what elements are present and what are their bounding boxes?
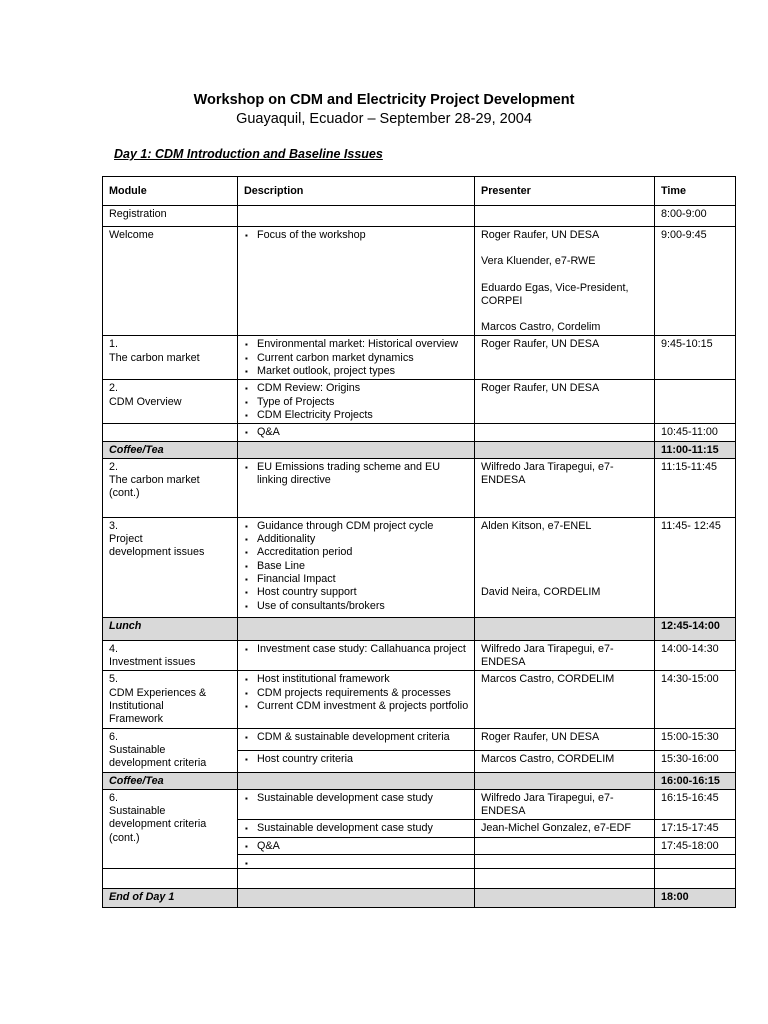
bullet-item: ▪ Use of consultants/brokers (244, 600, 469, 613)
module-cell (103, 336, 238, 380)
presenter-cell: Wilfredo Jara Tirapegui, e7-ENDESA (475, 458, 655, 517)
empty-cell (475, 617, 655, 640)
table-row (103, 671, 736, 728)
module-cell (103, 728, 238, 772)
bullet-item: ▪ Guidance through CDM project cycle (244, 520, 469, 533)
day-heading: Day 1: CDM Introduction and Baseline Issues (114, 147, 383, 161)
module-number: 1. (109, 338, 119, 351)
presenter-cell: Marcos Castro, CORDELIM (475, 751, 655, 772)
bullet-list (244, 792, 469, 805)
bullet-item: ▪ Host institutional framework (244, 673, 469, 686)
bullet-item: ▪ Focus of the workshop (244, 229, 469, 242)
description-cell (238, 206, 475, 227)
time-cell: 11:15-11:45 (655, 458, 736, 517)
break-row (103, 889, 736, 908)
table-row (103, 336, 736, 380)
bullet-list (244, 673, 469, 713)
description-cell (238, 458, 475, 517)
end-label: End of Day 1 (103, 889, 238, 908)
bullet-item: ▪ Host country support (244, 586, 469, 599)
time-cell: 10:45-11:00 (655, 424, 736, 441)
time-cell: 11:00-11:15 (655, 441, 736, 458)
bullet-item: ▪ CDM Review: Origins (244, 382, 469, 395)
time-cell: 15:30-16:00 (655, 751, 736, 772)
empty-cell (238, 441, 475, 458)
bullet-item: ▪ Q&A (244, 426, 469, 439)
time-cell: 17:15-17:45 (655, 820, 736, 837)
empty-cell (238, 617, 475, 640)
description-cell (238, 837, 475, 854)
col-header-presenter: Presenter (475, 177, 655, 206)
break-row (103, 441, 736, 458)
presenter-name: Vera Kluender, e7-RWE (481, 255, 596, 268)
module-name: The carbon market (cont.) (109, 474, 200, 500)
table-row (103, 458, 736, 517)
presenter-cell: Roger Raufer, UN DESA (475, 728, 655, 750)
module-cell (103, 517, 238, 617)
description-cell (238, 869, 475, 889)
bullet-item: ▪ CDM & sustainable development criteria (244, 731, 469, 744)
module-name: Sustainable development criteria (109, 743, 207, 770)
presenter-cell: Marcos Castro, CORDELIM (475, 671, 655, 728)
bullet-list (244, 840, 469, 853)
presenter-name: Roger Raufer, UN DESA (481, 229, 600, 241)
time-cell: 8:00-9:00 (655, 206, 736, 227)
agenda-table (102, 176, 736, 908)
time-cell: 12:45-14:00 (655, 617, 736, 640)
bullet-item: ▪ Accreditation period (244, 546, 469, 559)
presenter-cell: Roger Raufer, UN DESA (475, 336, 655, 380)
bullet-item: ▪ Base Line (244, 560, 469, 573)
bullet-item: ▪ Sustainable development case study (244, 822, 469, 835)
col-header-description: Description (238, 177, 475, 206)
module-number: 6. (109, 730, 119, 743)
bullet-item: ▪ EU Emissions trading scheme and EU linking directive (244, 461, 469, 488)
module-number: 2. (109, 460, 119, 473)
document-subtitle: Guayaquil, Ecuador – September 28-29, 2004 (236, 111, 532, 127)
description-cell (238, 820, 475, 837)
time-cell: 16:15-16:45 (655, 789, 736, 820)
bullet-item: ▪ CDM Electricity Projects (244, 409, 469, 422)
table-row (103, 227, 736, 336)
bullet-list (244, 520, 469, 613)
presenter-cell (475, 227, 655, 336)
bullet-item: ▪ Environmental market: Historical overview (244, 338, 469, 351)
table-header-row (103, 177, 736, 206)
empty-cell (475, 889, 655, 908)
module-number: 6. (109, 791, 119, 804)
description-cell (238, 751, 475, 772)
time-cell: 16:00-16:15 (655, 772, 736, 789)
table-row (103, 517, 736, 617)
col-header-module: Module (103, 177, 238, 206)
bullet-item: ▪ Additionality (244, 533, 469, 546)
module-name: Sustainable development criteria (cont.) (109, 805, 207, 844)
bullet-list (244, 426, 469, 439)
bullet-item: ▪ Current CDM investment & projects portfolio (244, 700, 469, 713)
module-cell: Welcome (103, 227, 238, 336)
table-row (103, 640, 736, 671)
description-cell (238, 336, 475, 380)
module-cell (103, 424, 238, 441)
description-cell (238, 855, 475, 869)
time-cell (655, 855, 736, 869)
presenter-cell: Wilfredo Jara Tirapegui, e7-ENDESA (475, 789, 655, 820)
bullet-item: ▪ Q&A (244, 840, 469, 853)
presenter-name: Alden Kitson, e7-ENEL (481, 519, 592, 532)
module-cell (103, 869, 238, 889)
table-row (103, 380, 736, 424)
bullet-list (244, 643, 469, 656)
presenter-cell (475, 206, 655, 227)
table-row (103, 424, 736, 441)
description-cell (238, 728, 475, 750)
presenter-cell: Jean-Michel Gonzalez, e7-EDF (475, 820, 655, 837)
module-cell (103, 458, 238, 517)
break-row (103, 617, 736, 640)
break-row (103, 772, 736, 789)
time-cell: 14:00-14:30 (655, 640, 736, 671)
empty-cell (238, 772, 475, 789)
bullet-item: ▪ Market outlook, project types (244, 365, 469, 378)
table-row (103, 789, 736, 820)
bullet-item: ▪ Host country criteria (244, 753, 469, 766)
module-cell (103, 640, 238, 671)
time-cell (655, 380, 736, 424)
time-cell: 14:30-15:00 (655, 671, 736, 728)
description-cell (238, 517, 475, 617)
module-cell (103, 789, 238, 868)
description-cell (238, 424, 475, 441)
time-cell: 18:00 (655, 889, 736, 908)
presenter-cell (475, 869, 655, 889)
module-cell (103, 380, 238, 424)
break-label: Coffee/Tea (103, 441, 238, 458)
presenter-name: Marcos Castro, Cordelim (481, 321, 601, 334)
bullet-item: ▪ Financial Impact (244, 573, 469, 586)
module-number: 4. (109, 642, 119, 655)
time-cell: 9:45-10:15 (655, 336, 736, 380)
presenter-name: Eduardo Egas, Vice-President, CORPEI (481, 281, 629, 307)
module-name: Project development issues (109, 533, 205, 559)
bullet-item: ▪ Type of Projects (244, 396, 469, 409)
presenter-cell: Roger Raufer, UN DESA (475, 380, 655, 424)
description-cell (238, 380, 475, 424)
presenter-cell (475, 424, 655, 441)
break-label: Lunch (103, 617, 238, 640)
bullet-list (244, 229, 469, 242)
module-cell: Registration (103, 206, 238, 227)
document-title: Workshop on CDM and Electricity Project Development (193, 92, 575, 108)
module-number: 5. (109, 673, 119, 686)
presenter-cell (475, 837, 655, 854)
presenter-name: David Neira, CORDELIM (481, 586, 601, 599)
description-cell (238, 227, 475, 336)
module-name: The carbon market (109, 351, 200, 364)
bullet-list (244, 731, 469, 744)
time-cell: 11:45- 12:45 (655, 517, 736, 617)
description-cell (238, 789, 475, 820)
bullet-list (244, 382, 469, 422)
module-name: Investment issues (109, 656, 196, 669)
module-name: CDM Experiences & Institutional Framework (109, 686, 207, 726)
bullet-list (244, 338, 469, 378)
bullet-item: ▪ Sustainable development case study (244, 792, 469, 805)
module-number: 3. (109, 519, 119, 532)
table-row (103, 206, 736, 227)
empty-cell (238, 889, 475, 908)
empty-cell (475, 441, 655, 458)
time-cell: 9:00-9:45 (655, 227, 736, 336)
bullet-list (244, 461, 469, 488)
module-number: 2. (109, 382, 119, 395)
empty-cell (475, 772, 655, 789)
time-cell: 15:00-15:30 (655, 728, 736, 750)
module-name: CDM Overview (109, 395, 182, 408)
break-label: Coffee/Tea (103, 772, 238, 789)
bullet-item: ▪ CDM projects requirements & processes (244, 687, 469, 700)
presenter-cell (475, 855, 655, 869)
description-cell (238, 671, 475, 728)
table-row (103, 869, 736, 889)
bullet-list (244, 753, 469, 766)
bullet-list (244, 822, 469, 835)
description-cell (238, 640, 475, 671)
module-cell (103, 671, 238, 728)
presenter-cell: Wilfredo Jara Tirapegui, e7-ENDESA (475, 640, 655, 671)
presenter-cell (475, 517, 655, 617)
table-row (103, 728, 736, 750)
time-cell: 17:45-18:00 (655, 837, 736, 854)
bullet-item: ▪ Investment case study: Callahuanca project (244, 643, 469, 656)
col-header-time: Time (655, 177, 736, 206)
time-cell (655, 869, 736, 889)
bullet-item: ▪ Current carbon market dynamics (244, 352, 469, 365)
